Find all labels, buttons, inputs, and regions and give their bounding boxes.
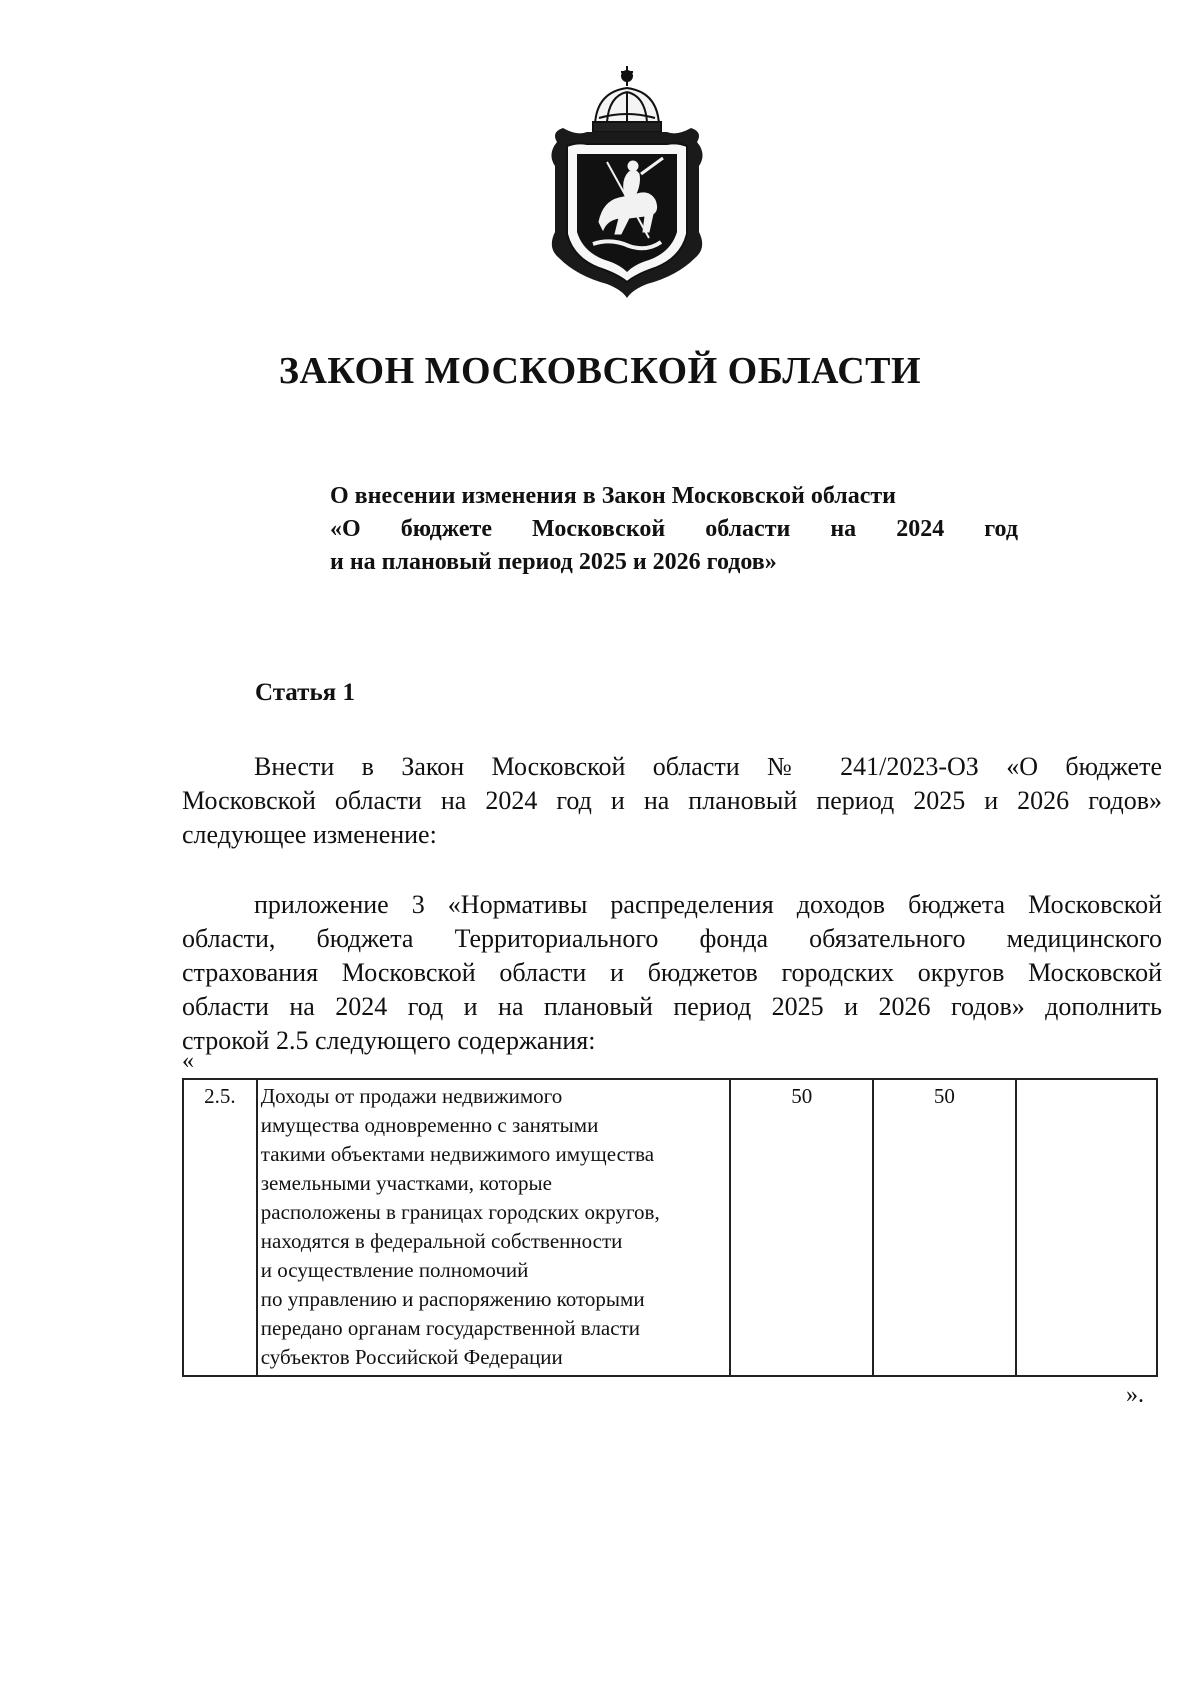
subtitle-line: «О бюджете Московской области на 2024 год	[330, 516, 1018, 542]
subtitle-line: О внесении изменения в Закон Московской области	[330, 483, 896, 509]
subtitle-line: и на плановый период 2025 и 2026 годов»	[330, 549, 777, 575]
value-cell-2: 50	[873, 1079, 1016, 1376]
table-row	[183, 1079, 1157, 1376]
income-name-cell	[257, 1079, 731, 1376]
income-name-line: и осуществление полномочий	[260, 1258, 529, 1282]
paragraph-line: области на 2024 год и на плановый период 2025 и 2026 годов» дополнить	[182, 992, 1162, 1021]
paragraph-line: приложение 3 «Нормативы распределения доходов бюджета Московской	[254, 890, 1162, 919]
opening-quote: «	[182, 1048, 194, 1074]
income-name-line: земельными участками, которые	[260, 1171, 552, 1195]
article-paragraph-2	[182, 888, 1162, 1058]
paragraph-line: страхования Московской области и бюджетов городских округов Московской	[182, 958, 1162, 987]
income-name-line: по управлению и распоряжению которыми	[260, 1287, 645, 1311]
paragraph-line: следующее изменение:	[182, 820, 437, 849]
coat-of-arms-icon	[537, 62, 717, 302]
norms-table	[182, 1078, 1158, 1377]
article-paragraph-1	[182, 750, 1162, 852]
income-name-line: находятся в федеральной собственности	[260, 1229, 623, 1253]
income-name-line: передано органам государственной власти	[260, 1316, 640, 1340]
income-name-line: Доходы от продажи недвижимого	[260, 1084, 563, 1108]
paragraph-line: Московской области на 2024 год и на плановый период 2025 и 2026 годов»	[182, 786, 1162, 815]
law-subtitle	[330, 480, 1018, 579]
closing-quote: ».	[1126, 1382, 1144, 1408]
paragraph-line: области, бюджета Территориального фонда обязательного медицинского	[182, 924, 1162, 953]
income-name-line: расположены в границах городских округов,	[260, 1200, 660, 1224]
income-name-line: субъектов Российской Федерации	[260, 1345, 563, 1369]
paragraph-line: Внести в Закон Московской области № 241/2023-ОЗ «О бюджете	[254, 752, 1162, 781]
row-number-cell: 2.5.	[183, 1079, 257, 1376]
value-cell-3	[1016, 1079, 1157, 1376]
law-title: ЗАКОН МОСКОВСКОЙ ОБЛАСТИ	[278, 350, 922, 392]
income-name-line: такими объектами недвижимого имущества	[260, 1142, 655, 1166]
article-heading: Статья 1	[255, 679, 355, 706]
income-name-line: имущества одновременно с занятыми	[260, 1113, 599, 1137]
value-cell-1: 50	[730, 1079, 873, 1376]
paragraph-line: строкой 2.5 следующего содержания:	[182, 1026, 596, 1055]
